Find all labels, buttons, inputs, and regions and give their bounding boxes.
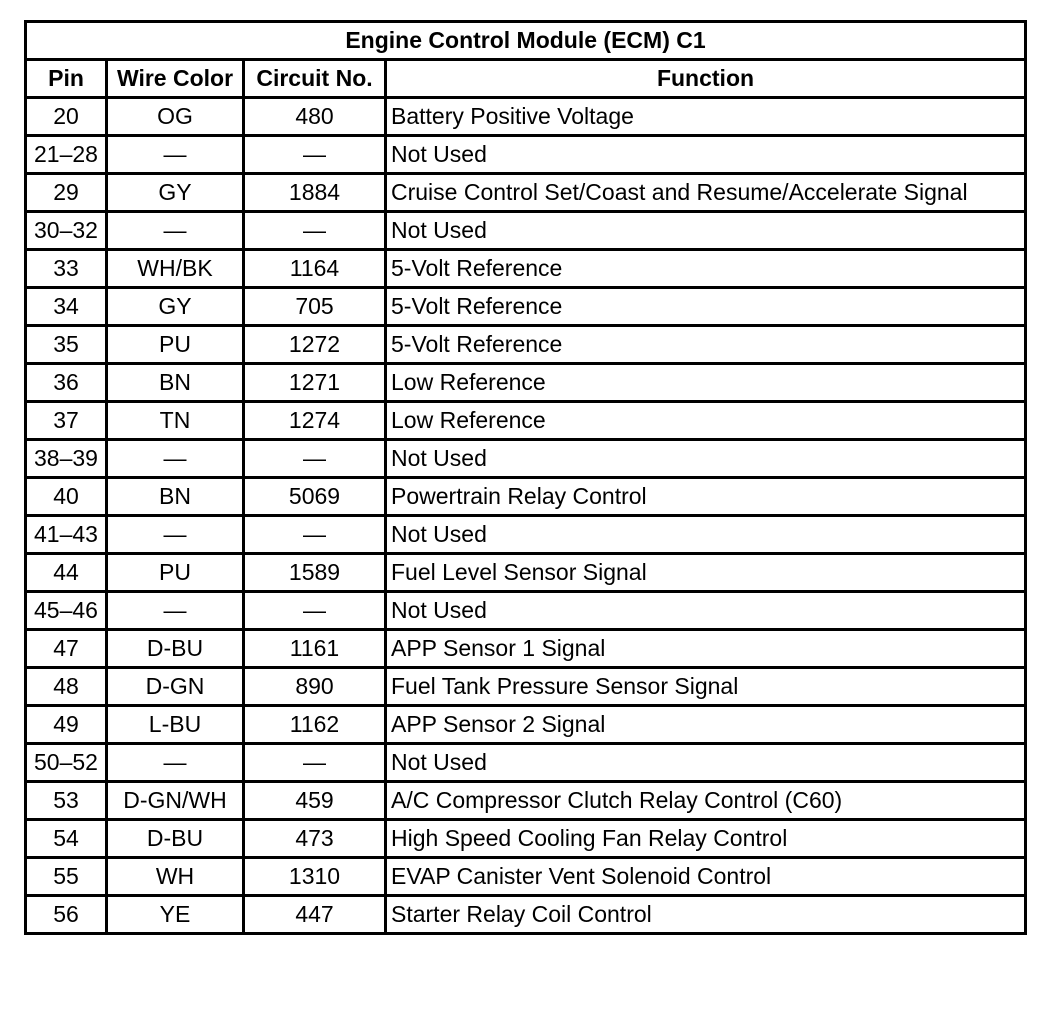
circuit-no-cell: 459 <box>244 782 386 820</box>
table-row <box>26 744 1026 782</box>
header-wire-color: Wire Color <box>107 60 244 98</box>
pin-cell: 41–43 <box>26 516 107 554</box>
pin-cell: 29 <box>26 174 107 212</box>
circuit-no-cell: 1310 <box>244 858 386 896</box>
function-cell: High Speed Cooling Fan Relay Control <box>386 820 1026 858</box>
function-cell: Powertrain Relay Control <box>386 478 1026 516</box>
table-row <box>26 858 1026 896</box>
table-row <box>26 250 1026 288</box>
circuit-no-cell: 480 <box>244 98 386 136</box>
function-cell: APP Sensor 1 Signal <box>386 630 1026 668</box>
function-cell: EVAP Canister Vent Solenoid Control <box>386 858 1026 896</box>
circuit-no-cell: — <box>244 440 386 478</box>
pin-cell: 36 <box>26 364 107 402</box>
function-cell: Fuel Level Sensor Signal <box>386 554 1026 592</box>
wire-color-cell: L-BU <box>107 706 244 744</box>
pin-cell: 35 <box>26 326 107 364</box>
function-cell: APP Sensor 2 Signal <box>386 706 1026 744</box>
pin-cell: 55 <box>26 858 107 896</box>
table-row <box>26 782 1026 820</box>
circuit-no-cell: 1589 <box>244 554 386 592</box>
function-cell: Low Reference <box>386 364 1026 402</box>
function-cell: Not Used <box>386 136 1026 174</box>
table-row <box>26 440 1026 478</box>
table-row <box>26 554 1026 592</box>
wire-color-cell: GY <box>107 174 244 212</box>
function-cell: 5-Volt Reference <box>386 288 1026 326</box>
pin-cell: 30–32 <box>26 212 107 250</box>
circuit-no-cell: 1884 <box>244 174 386 212</box>
wire-color-cell: BN <box>107 364 244 402</box>
pin-cell: 44 <box>26 554 107 592</box>
wire-color-cell: — <box>107 744 244 782</box>
circuit-no-cell: 1162 <box>244 706 386 744</box>
wire-color-cell: TN <box>107 402 244 440</box>
table-row <box>26 592 1026 630</box>
pin-cell: 20 <box>26 98 107 136</box>
table-row <box>26 668 1026 706</box>
table-row <box>26 288 1026 326</box>
table-title: Engine Control Module (ECM) C1 <box>26 22 1026 60</box>
circuit-no-cell: 473 <box>244 820 386 858</box>
circuit-no-cell: 447 <box>244 896 386 934</box>
wire-color-cell: GY <box>107 288 244 326</box>
wire-color-cell: — <box>107 136 244 174</box>
header-pin: Pin <box>26 60 107 98</box>
wire-color-cell: OG <box>107 98 244 136</box>
wire-color-cell: PU <box>107 554 244 592</box>
pin-cell: 54 <box>26 820 107 858</box>
function-cell: Low Reference <box>386 402 1026 440</box>
circuit-no-cell: 705 <box>244 288 386 326</box>
function-cell: 5-Volt Reference <box>386 250 1026 288</box>
table-row <box>26 706 1026 744</box>
function-cell: 5-Volt Reference <box>386 326 1026 364</box>
pin-cell: 38–39 <box>26 440 107 478</box>
table-row <box>26 516 1026 554</box>
function-cell: Battery Positive Voltage <box>386 98 1026 136</box>
pin-cell: 40 <box>26 478 107 516</box>
pin-cell: 48 <box>26 668 107 706</box>
wire-color-cell: D-GN <box>107 668 244 706</box>
wire-color-cell: — <box>107 592 244 630</box>
pin-cell: 47 <box>26 630 107 668</box>
wire-color-cell: WH/BK <box>107 250 244 288</box>
table-row <box>26 212 1026 250</box>
table-row <box>26 326 1026 364</box>
table-row <box>26 630 1026 668</box>
ecm-connector-table <box>24 20 1027 935</box>
function-cell: Cruise Control Set/Coast and Resume/Accelerate Signal <box>386 174 1026 212</box>
pin-cell: 50–52 <box>26 744 107 782</box>
wire-color-cell: — <box>107 212 244 250</box>
table-row <box>26 174 1026 212</box>
table-row <box>26 98 1026 136</box>
function-cell: Starter Relay Coil Control <box>386 896 1026 934</box>
wire-color-cell: — <box>107 516 244 554</box>
pin-cell: 21–28 <box>26 136 107 174</box>
circuit-no-cell: — <box>244 592 386 630</box>
function-cell: A/C Compressor Clutch Relay Control (C60) <box>386 782 1026 820</box>
circuit-no-cell: 1164 <box>244 250 386 288</box>
wire-color-cell: — <box>107 440 244 478</box>
header-circuit-no: Circuit No. <box>244 60 386 98</box>
wire-color-cell: PU <box>107 326 244 364</box>
circuit-no-cell: — <box>244 212 386 250</box>
pin-cell: 34 <box>26 288 107 326</box>
circuit-no-cell: — <box>244 744 386 782</box>
wire-color-cell: D-BU <box>107 820 244 858</box>
circuit-no-cell: 5069 <box>244 478 386 516</box>
wire-color-cell: YE <box>107 896 244 934</box>
wire-color-cell: WH <box>107 858 244 896</box>
function-cell: Not Used <box>386 592 1026 630</box>
pin-cell: 45–46 <box>26 592 107 630</box>
function-cell: Not Used <box>386 744 1026 782</box>
circuit-no-cell: 1161 <box>244 630 386 668</box>
circuit-no-cell: 1272 <box>244 326 386 364</box>
table-header-row <box>26 60 1026 98</box>
function-cell: Fuel Tank Pressure Sensor Signal <box>386 668 1026 706</box>
circuit-no-cell: 890 <box>244 668 386 706</box>
pin-cell: 37 <box>26 402 107 440</box>
circuit-no-cell: — <box>244 136 386 174</box>
table-row <box>26 478 1026 516</box>
table-title-row <box>26 22 1026 60</box>
table-row <box>26 364 1026 402</box>
table-row <box>26 896 1026 934</box>
wire-color-cell: D-BU <box>107 630 244 668</box>
circuit-no-cell: 1271 <box>244 364 386 402</box>
function-cell: Not Used <box>386 212 1026 250</box>
pin-cell: 33 <box>26 250 107 288</box>
wire-color-cell: BN <box>107 478 244 516</box>
table-row <box>26 136 1026 174</box>
function-cell: Not Used <box>386 516 1026 554</box>
function-cell: Not Used <box>386 440 1026 478</box>
table-row <box>26 820 1026 858</box>
circuit-no-cell: — <box>244 516 386 554</box>
pin-cell: 56 <box>26 896 107 934</box>
table-body <box>26 98 1026 934</box>
pin-cell: 53 <box>26 782 107 820</box>
table-row <box>26 402 1026 440</box>
circuit-no-cell: 1274 <box>244 402 386 440</box>
header-function: Function <box>386 60 1026 98</box>
pin-cell: 49 <box>26 706 107 744</box>
wire-color-cell: D-GN/WH <box>107 782 244 820</box>
